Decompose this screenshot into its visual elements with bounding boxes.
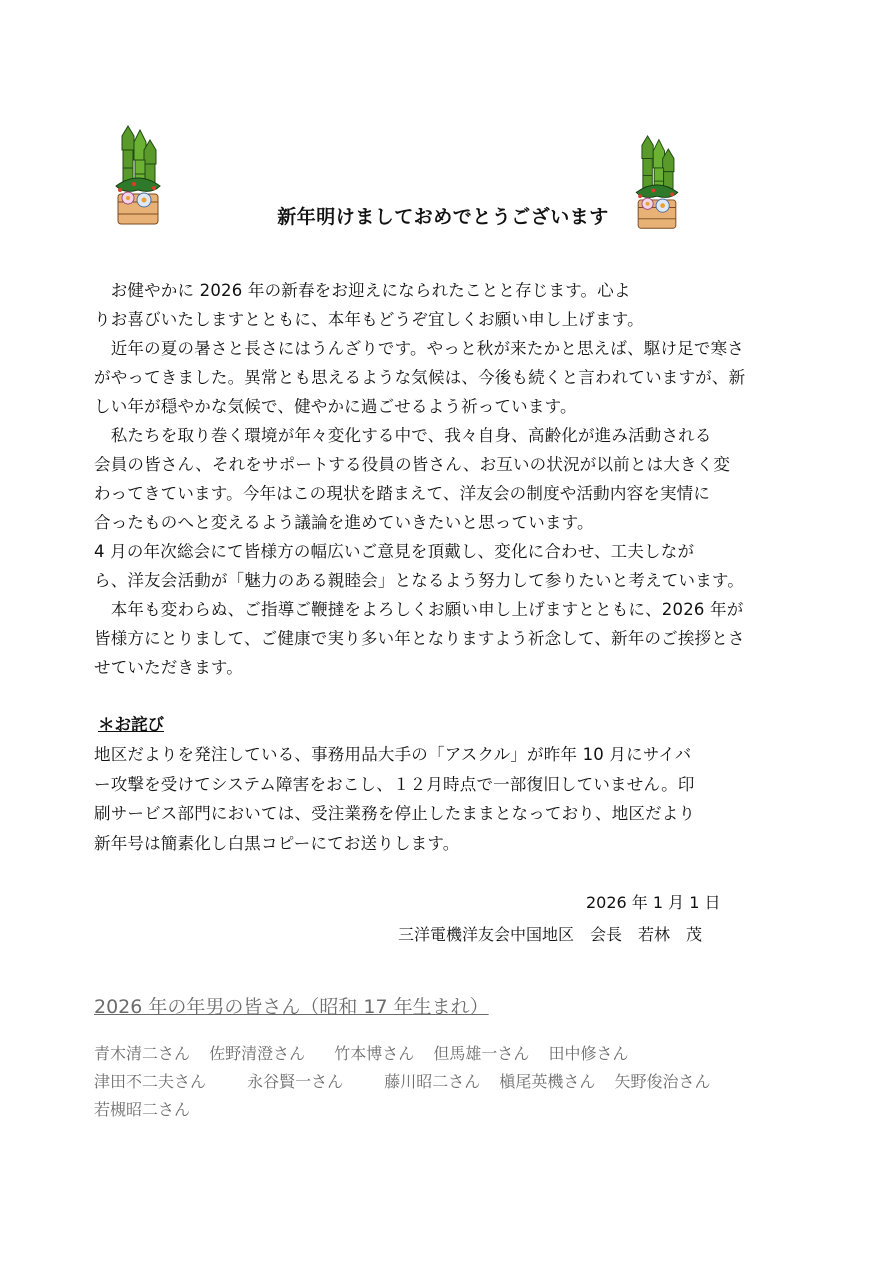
celebrant-name: 矢野俊治さん xyxy=(614,1072,711,1091)
names-row xyxy=(94,1096,794,1124)
apology-title: ＊お詫び xyxy=(98,715,164,734)
greeting-paragraph: お健やかに 2026 年の新春をお迎えになられたことと存じます。心よ りお喜びいたしますとともに、本年もどうぞ宜しくお願い申し上げます。 xyxy=(94,281,644,329)
celebrant-name: 但馬雄一さん xyxy=(433,1044,530,1063)
celebrants-title: 2026 年の年男の皆さん（昭和 17 年生まれ） xyxy=(94,996,489,1018)
organization-signature: 三洋電機洋友会中国地区 会長 若林 茂 xyxy=(398,925,703,944)
celebrant-name: 永谷賢一さん xyxy=(247,1072,344,1091)
page-title: 新年明けましておめでとうございます xyxy=(277,206,609,228)
names-row xyxy=(94,1068,794,1096)
celebrant-name: 藤川昭二さん xyxy=(384,1072,481,1091)
celebrant-name: 佐野清澄さん xyxy=(209,1044,306,1063)
apology-text: 地区だよりを発注している、事務用品大手の「アスクル」が昨年 10 月にサイバ ー攻撃を受けてシステム障害をおこし、１２月時点で一部復旧していません。印 刷サービス部門においては、受注業務を停止したままとなっており、地区だより 新年号は簡素化し白黒コピーにてお送りします。 xyxy=(94,745,696,853)
celebrant-name: 津田不二夫さん xyxy=(94,1072,207,1091)
celebrant-name: 竹本博さん xyxy=(334,1044,415,1063)
greeting-paragraph: 近年の夏の暑さと長さにはうんざりです。やっと秋が来たかと思えば、駆け足で寒さ がやってきました。異常とも思えるような気候は、今後も続くと言われていますが、新 しい年が穏やかな気候で、健やかに過ごせるよう祈っています。 xyxy=(94,339,746,416)
celebrant-name: 青木清二さん xyxy=(94,1044,191,1063)
greeting-paragraph: 4 月の年次総会にて皆様方の幅広いご意見を頂戴し、変化に合わせ、工夫しなが ら、洋友会活動が「魅力のある親睦会」となるよう努力して参りたいと考えています。 xyxy=(94,542,744,590)
celebrant-name: 槇尾英機さん xyxy=(499,1072,596,1091)
issue-date: 2026 年 1 月 1 日 xyxy=(586,893,721,912)
celebrants-section xyxy=(94,992,794,1124)
celebrant-name: 若槻昭二さん xyxy=(94,1100,191,1119)
greeting-body xyxy=(94,276,784,682)
apology-section xyxy=(94,712,794,858)
greeting-paragraph: 本年も変わらぬ、ご指導ご鞭撻をよろしくお願い申し上げますとともに、2026 年が 皆様方にとりまして、ご健康で実り多い年となりますよう祈念して、新年のご挨拶とさ せていただきます。 xyxy=(94,600,745,677)
celebrant-name: 田中修さん xyxy=(548,1044,629,1063)
names-row xyxy=(94,1040,794,1068)
greeting-paragraph: 私たちを取り巻く環境が年々変化する中で、我々自身、高齢化が進み活動される 会員の皆さん、それをサポートする役員の皆さん、お互いの状況が以前とは大きく変 わってきています。今年はこの現状を踏まえて、洋友会の制度や活動内容を実情に 合ったものへと変えるよう議論を進めていきたいと思っています。 xyxy=(94,426,731,532)
